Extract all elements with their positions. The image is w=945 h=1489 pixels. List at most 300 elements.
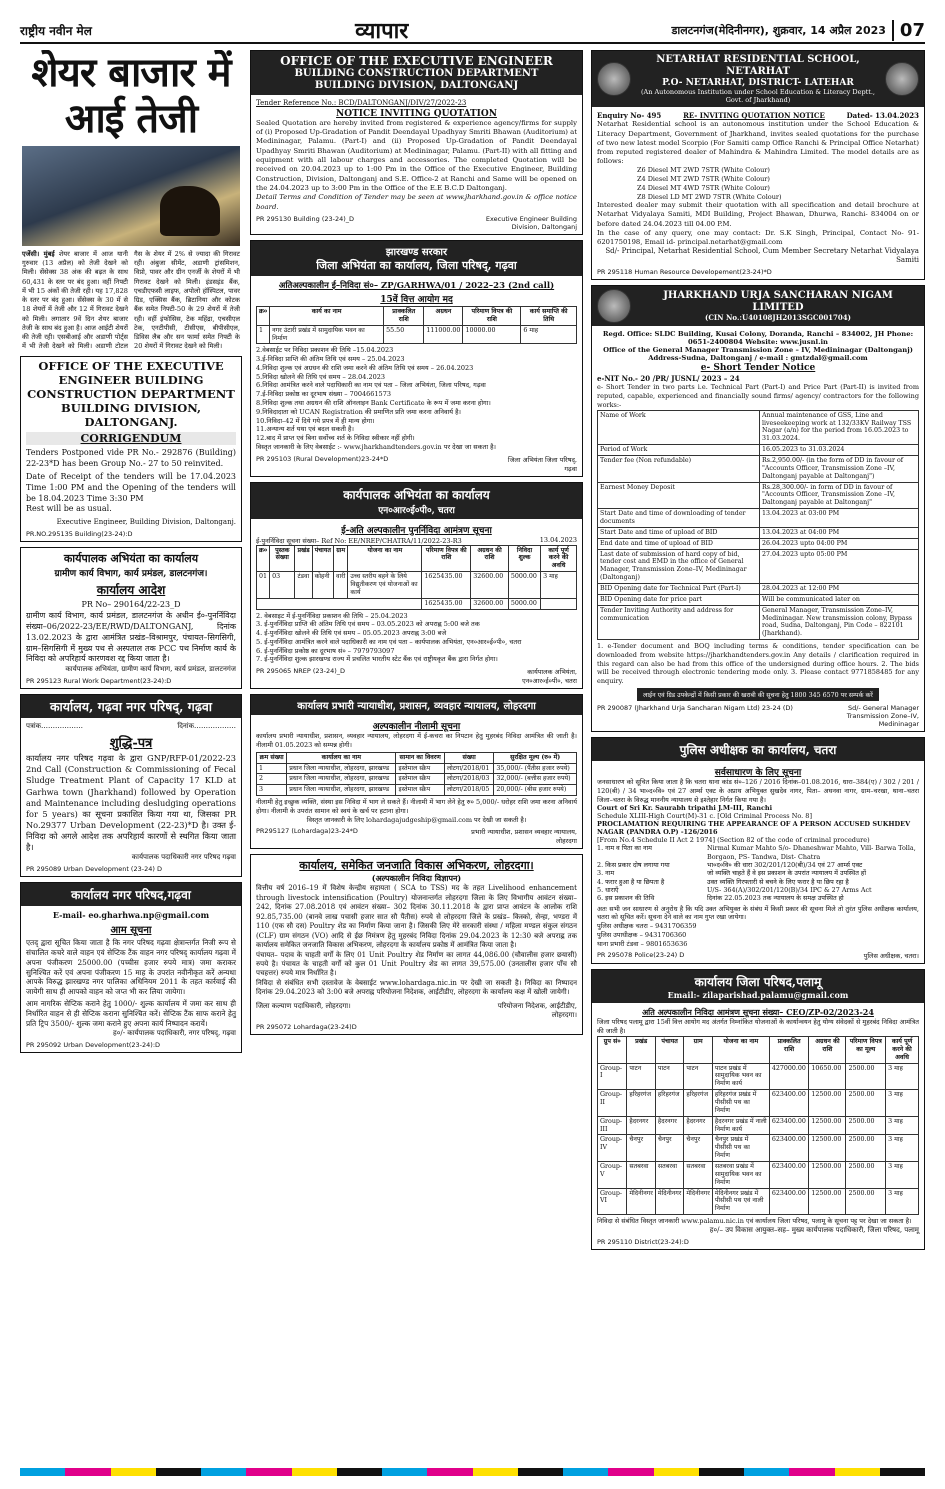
color-bar bbox=[246, 1468, 291, 1476]
table-cell: 2500.00 bbox=[846, 1063, 886, 1090]
item-value: दिनांक 22.05.2023 तक न्यायालय के समक्ष उपस्थित हो bbox=[707, 894, 844, 903]
column-left bbox=[20, 50, 242, 1058]
table-cell: Will be communicated later on bbox=[759, 594, 918, 605]
list-item: 5. ई-पुनर्निविदा आमंत्रित करने वाले पदाधिकारी का नाम एवं पता – कार्यपालक अभियंता, एन०आर०ई०पी०, चतरा bbox=[256, 637, 522, 646]
table-cell: 28.04.2023 at 12:00 PM bbox=[759, 583, 918, 594]
table-row bbox=[598, 1116, 919, 1135]
color-bar bbox=[111, 1468, 156, 1476]
nrep-notice bbox=[250, 482, 583, 690]
corrigendum-dates: Date of Receipt of the tenders will be 17.04.2023 Time 1:00 PM and the Opening of the tenders will be 18.04.2023 Time 3:30 PM bbox=[26, 471, 236, 503]
table-cell: 2500.00 bbox=[846, 1135, 886, 1162]
table-cell: 5000.00 bbox=[508, 598, 540, 609]
table-cell: Group-V bbox=[598, 1161, 627, 1188]
rural-work-notice bbox=[20, 547, 242, 689]
table-cell: 1 bbox=[257, 325, 270, 344]
garhwa2-office: कार्यालय नगर परिषद,गढ़वा bbox=[21, 883, 241, 906]
jusnl-title: JHARKHAND URJA SANCHARAN NIGAM LIMITED bbox=[663, 290, 893, 314]
bcd-quotation-notice bbox=[250, 50, 583, 235]
pr-number: PR 295092 Urban Development(23-24):D bbox=[26, 1040, 161, 1049]
table-row bbox=[598, 527, 919, 538]
table-cell: इस्तेमाल स्क्रैप bbox=[396, 785, 444, 796]
pr-number: PR 295078 Police(23-24) D bbox=[597, 951, 685, 960]
page-number: 07 bbox=[892, 20, 925, 41]
table-cell: Group-IV bbox=[598, 1135, 627, 1162]
pr-number: PR 295130 Building (23-24)_D bbox=[256, 214, 355, 223]
table-cell: 5000.00 bbox=[508, 572, 540, 599]
item-label: 1. नाम व पिता का नाम bbox=[597, 844, 653, 853]
table-cell: 1 bbox=[257, 763, 287, 774]
table-header: कार्य पूर्ण करने की अवधि bbox=[886, 1036, 919, 1063]
nrep-header bbox=[251, 483, 582, 519]
table-cell: हैदरनगर bbox=[627, 1116, 655, 1135]
table-cell: नगर उंटारी प्रखंड में सामुदायिक भवन का निर्माण bbox=[270, 325, 384, 344]
rural-body: ग्रामीण कार्य विभाग, कार्य प्रमंडल, डालटनगंज के अधीन ई०-पुनर्निविदा संख्या–06/2022-23/EE/RWD/DALTONGANJ, दिनांक 13.02.2023 के द्वारा आमंत्रित प्रखंड–विश्रामपुर, पंचायत–सिगसिगी, ग्राम–सिगसिगी में मुख्य पथ से अस्पताल तक PCC पथ निर्माण कार्य के निविदा को अपरिहार्य कारणवश रद्द किया जाता है। bbox=[26, 611, 236, 664]
table-cell: 32,000/- (बत्तीस हजार रुपये) bbox=[494, 774, 577, 785]
table-cell: Annual maintenance of GSS, Line and liveseekeeping work at 132/33KV Railway TSS Nagar (a/n) for the period from 16.05.2023 to 31.03.2024. bbox=[759, 410, 918, 444]
garhwa-public-notice bbox=[20, 882, 242, 1053]
table-cell: हैदरनगर प्रखंड में नाली निर्माण कार्य bbox=[712, 1116, 769, 1135]
table-row bbox=[598, 455, 919, 482]
zila-footer bbox=[256, 455, 577, 473]
table-header: योजना का नाम bbox=[712, 1036, 769, 1063]
table-cell: पाटन bbox=[627, 1063, 655, 1090]
court-office: कार्यालय प्रभारी न्यायाधीश, प्रशासन, व्यवहार न्यायालय, लोहरदगा bbox=[251, 695, 582, 715]
police-contacts bbox=[597, 922, 919, 948]
table-cell: लोटगा/2018/05 bbox=[444, 785, 494, 796]
nrep-office: कार्यपालक अभियंता का कार्यालय bbox=[343, 487, 490, 502]
corrigendum-rest: Rest will be as usual. bbox=[26, 504, 112, 514]
table-cell: हरिहरगंज bbox=[627, 1090, 655, 1117]
table-header: कार्य पूर्ण करने की अवधि bbox=[541, 545, 577, 572]
netarhat-school-notice bbox=[591, 50, 925, 280]
table-cell: Earnest Money Deposit bbox=[598, 482, 760, 509]
table-row bbox=[598, 1135, 919, 1162]
nrep-sign: कार्यपालक अभियंता, एन०आर०ई०पी०, चतरा bbox=[522, 668, 577, 686]
jusnl-address: Address-Sudna, Daltonganj / e-mail : gmtzdal@gmail.com bbox=[648, 354, 868, 363]
color-bar bbox=[65, 1468, 110, 1476]
school-body: Netarhat Residential school is an autonomous institution under the School Education & Literacy Department, Government of Jharkhand, invites sealed quotations for the purchase of two new latest model Scorpio (For Samiti camp Office Ranchi & Principal Office Netarhat) from reputed registered dealer of Mahindra & Mahindra Limited. The model details are as follows: bbox=[597, 120, 919, 166]
table-row bbox=[598, 1161, 919, 1188]
color-bar bbox=[20, 1468, 65, 1476]
table-cell: सतबरवा bbox=[655, 1161, 683, 1188]
corrigendum-office: OFFICE OF THE EXECUTIVE ENGINEER BUILDING CONSTRUCTION DEPARTMENT BUILDING DIVISION, DALTONGANJ. bbox=[27, 359, 235, 429]
table-header: पंचायत bbox=[312, 545, 333, 572]
jusnl-notice-title: e- Short Tender Notice bbox=[700, 363, 816, 374]
list-item: 2. वेबसाइट में ई-पुनर्निविदा प्रकाशन की तिथि – 25.04.2023 bbox=[256, 611, 408, 620]
model-item: Z6 Diesel MT 2WD 7STR (White Colour) bbox=[637, 166, 770, 175]
table-cell: 32600.00 bbox=[471, 598, 509, 609]
table-cell: 12500.00 bbox=[809, 1135, 846, 1162]
palamu-footer bbox=[597, 1238, 919, 1246]
table-cell bbox=[541, 598, 577, 609]
table-cell: Group-I bbox=[598, 1063, 627, 1090]
table-row bbox=[598, 549, 919, 583]
pr-number: PR 290087 (Jharkhand Urja Sancharan Nigam Ltd) 23-24 (D) bbox=[597, 703, 793, 712]
article-headline: शेयर बाजार में आई तेजी bbox=[31, 50, 231, 142]
column-right bbox=[591, 50, 925, 1255]
table-cell: सतबरवा bbox=[627, 1161, 655, 1188]
bcd-office1: OFFICE OF THE EXECUTIVE ENGINEER bbox=[280, 54, 553, 68]
table-cell: Start Date and time of downloading of tender documents bbox=[598, 509, 760, 528]
table-cell: 20,000/- (बीस हजार रुपये) bbox=[494, 785, 577, 796]
color-bar bbox=[608, 1468, 653, 1476]
contact-item: पुलिस अधीक्षक चतरा – 9431706359 bbox=[597, 922, 697, 931]
table-cell: पाटन bbox=[684, 1063, 712, 1090]
table-cell: 623400.00 bbox=[769, 1135, 808, 1162]
table-cell: उच्च स्तरीय बहने के लिये विद्युतीकरण एवं योजनाओं का कार्य bbox=[348, 572, 422, 599]
nrep-table bbox=[256, 545, 577, 610]
school-sign: Sd/- Principal, Netarhat Residential School, Cum Member Secretary Netarhat Vidyalaya Samiti bbox=[605, 247, 919, 265]
table-cell: Rs.28,300.00/- in form of DD in favour of "Accounts Officer, Transmission Zone –IV, Daltonganj payable at Daltonganj" bbox=[759, 482, 918, 509]
article-body bbox=[22, 250, 240, 351]
nrep-date: 13.04.2023 bbox=[539, 535, 577, 544]
table-cell: 12500.00 bbox=[809, 1161, 846, 1188]
table-row bbox=[598, 410, 919, 444]
table-cell: 01 bbox=[257, 572, 270, 599]
table-cell: 2500.00 bbox=[846, 1116, 886, 1135]
list-item bbox=[597, 894, 919, 902]
bcd-sign: Executive Engineer Building Division, Daltonganj bbox=[485, 214, 577, 231]
item-label: 6. इस प्रकाशन की तिथि bbox=[597, 894, 655, 903]
table-cell: General Manager, Transmission Zone–IV, Medininagar. New transmission colony, Bypass road, Sudna, Daltonganj, Pin Code – 822101 (Jharkhand). bbox=[759, 605, 918, 639]
table-cell: Group-III bbox=[598, 1116, 627, 1135]
bcd-title: NOTICE INVITING QUOTATION bbox=[336, 108, 497, 119]
pr-number: PR 295118 Human Resource Developement(23-24)*D bbox=[597, 268, 772, 277]
table-cell: सतबरवा प्रखंड में सामुदायिक भवन का निर्माण bbox=[712, 1161, 769, 1188]
school-body2: Interested dealer may submit their quotation with all specification and detail brochure at Netarhat Vidyalaya Samiti, MDI Building, Project Bhawan, Dhurwa, Ranchi- 834004 on or before dated 24.04.2023 till 04.00 P.M. bbox=[597, 201, 919, 228]
rural-pr-line: PR No– 290164/22-23_D bbox=[81, 600, 181, 610]
table-header: निविदा शुल्क bbox=[508, 545, 540, 572]
bcd-detail: Detail Terms and Condition of Tender may be seen at www.jharkhand.gov.in & office notice board. bbox=[256, 193, 577, 211]
table-cell: 427000.00 bbox=[769, 1063, 808, 1090]
school-title3: (An Autonomous Institution under School Education & Literacy Deptt., Govt. of Jharkhand) bbox=[641, 87, 875, 104]
table-row bbox=[257, 774, 577, 785]
item-value: उक्त व्यक्ति गिरफ्तारी से बचने के लिए फरार है या छिप रहा है bbox=[707, 877, 849, 886]
table-cell: लोटगा/2018/01 bbox=[444, 763, 494, 774]
table-cell: इस्तेमाल स्क्रैप bbox=[396, 774, 444, 785]
itda-body2: पंचायत– पदाव के चाहती वर्गों के लिए 01 Unit Poultry शेड निर्माण का लागत 44,086.00 (चौवालीस हजार छयासी) रुपये है। पंचायत के चाहती वर्गों को कुल 01 Unit Poultry शेड का लागत 39,575.00 (उनतालीस हजार पाँच सौ पचहत्तर) रुपये मात्र निर्धारित है। bbox=[256, 950, 577, 978]
police-proclamation: PROCLAMATION REQUIRING THE APPEARANCE OF A PERSON ACCUSED SUKHDEV NAGAR (PANDRA O.P) -126/2016 bbox=[597, 820, 911, 837]
color-bar bbox=[563, 1468, 608, 1476]
palamu-table bbox=[597, 1036, 919, 1215]
jusnl-notice bbox=[591, 285, 925, 732]
table-header: परिमाण विपत्र की राशि bbox=[422, 545, 471, 572]
rural-title: कार्यालय आदेश bbox=[96, 583, 166, 598]
table-header: योजना का नाम bbox=[348, 545, 422, 572]
list-item: 12.बाद में प्राप्त एवं बिना सर्वोच्च शर्त के निविदा स्वीकार नहीं होगी। bbox=[256, 434, 415, 443]
article-text: शेयर बाजार में आज यानी गुरुवार (13 अप्रैल) को तेजी देखने को मिली। सेंसेक्स 38 अंक की बढ़त के साथ 60,431 के स्तर पर बंद हुआ। वहीं निफ्टी में भी 15 अंकों की तेजी रही। यह 17,828 के स्तर पर बंद हुआ। सेंसेक्स के 30 में से 18 शेयरों में तेजी और 12 में गिरावट देखने को मिली। लगातार 9वें दिन शेयर बाजार तेजी के साथ बंद हुआ है। आज आईटी शेयरों की तेजी रही। एसबीआई और अडाणी पोर्ट्स में भी तेजी देखने को मिली। अडाणी टोटल गैस के शेयर में 2% से ज्यादा की गिरावट रही। अंबुजा सीमेंट, अडाणी ट्रांसमिशन, विप्रो, पावर और ग्रीन एनर्जी के शेयरों में भी गिरावट देखने को मिली। इंडसइंड बैंक, एचडीएफसी लाइफ, अपोलो हॉस्पिटल, पावर ग्रिड, एक्सिस बैंक, ब्रिटानिया और कोटक बैंक समेत निफ्टी-50 के 29 शेयरों में तेजी रही। वहीं इंफोसिस, टेक महिंद्रा, एचसीएल टेक, एनटीपीसी, टीसीएस, बीपीसीएल, डिविस लैब और सन फार्मा समेत निफ्टी के 20 शेयरों में गिरावट देखने को मिली। bbox=[22, 250, 240, 351]
table-cell: Rs.2,950.00/- (in the form of DD in favour of "Accounts Officer, Transmission Zone –IV, Daltonganj payable at Daltonganj") bbox=[759, 455, 918, 482]
table-cell: 623400.00 bbox=[769, 1090, 808, 1117]
table-cell: 111000.00 bbox=[424, 325, 463, 344]
article-dateline: एजेंसी। मुंबई bbox=[22, 250, 55, 258]
police-notice bbox=[591, 737, 925, 964]
garhwa2-body2: आम नागरिक सेप्टिक कराने हेतु 1000/- शुल्क कार्यालय में जमा कर साथ ही निर्धारित वाहन से ही सेप्टिक कराना सुनिश्चित करें। सेप्टिक टैंक साफ कराने हेतु प्रति ट्रिप 3500/- शुल्क जमा कराने हुए अपना कार्य निष्पादन करायें। bbox=[26, 999, 236, 1028]
table-header: पुस्तक संख्या bbox=[270, 545, 295, 572]
jusnl-warning: लाईन एवं ग्रिड उपकेन्द्रों में किसी प्रकार की खराबी की सूचना हेतु 1800 345 6570 पर सम्पर्क करें bbox=[637, 688, 879, 701]
list-item: 7.ई-निविदा प्रकोष्ठ का दूरभाष संख्या – 7004661573 bbox=[256, 390, 391, 399]
list-item: 6.निविदा आमंत्रित करने वाले पदाधिकारी का नाम एवं पता – जिला अभियंता, जिला परिषद, गढ़वा bbox=[256, 381, 486, 390]
list-item: 3.ई-निविदा प्राप्ति की अंतिम तिथि एवं समय – 25.04.2023 bbox=[256, 355, 405, 364]
item-value: जो व्यक्ति चाहते हैं वे इस प्रकाशन के उपरांत न्यायालय में उपस्थित हों bbox=[707, 869, 866, 878]
table-cell: मेदिनीनगर bbox=[684, 1188, 712, 1215]
palamu-office: कार्यालय जिला परिषद,पलामू bbox=[694, 975, 822, 990]
table-header: कार्य समाप्ति की तिथि bbox=[521, 306, 577, 325]
table-cell: हरिहरगंज bbox=[655, 1090, 683, 1117]
item-value: भा०द०वि० की धारा 302/201/120(बी)/34 एवं 27 आर्म्स एक्ट bbox=[707, 860, 863, 869]
table-header: अग्रधन की राशि bbox=[471, 545, 509, 572]
table-cell: 3 माह bbox=[886, 1063, 919, 1090]
table-cell: चैनपुर bbox=[655, 1135, 683, 1162]
item-value: U/S- 364(A)/302/201/120(B)/34 IPC & 27 Arms Act bbox=[707, 885, 872, 894]
jusnl-sign: Sd/- General Manager Transmission Zone–IV, Medininagar bbox=[846, 703, 919, 728]
table-cell: लोटगा/2018/03 bbox=[444, 774, 494, 785]
palamu-intro: जिला परिषद पलामू द्वारा 15वीं वित्त आयोग मद अंतर्गत निम्नांकित योजनाओं के कार्यान्वयन हेतु योग्य संवेदकों से मुहरबंद निविदा आमंत्रित की जाती है। bbox=[597, 1018, 919, 1036]
issue-date: डालटनगंज(मेदिनीनगर), शुक्रवार, 14 अप्रैल 2023 bbox=[671, 23, 886, 37]
table-cell bbox=[257, 598, 422, 609]
item-label: 2. किस प्रकार दोष लगाया गया bbox=[597, 860, 670, 869]
table-cell: प्रधान जिला न्यायाधीश, लोहरदगा, झारखण्ड bbox=[287, 774, 396, 785]
table-row bbox=[598, 509, 919, 528]
table-cell: 13.04.2023 at 03:00 PM bbox=[759, 509, 918, 528]
jusnl-nit: e-NIT No.- 20 /PR/ JUSNL/ 2023 – 24 bbox=[597, 374, 740, 384]
garhwa2-body: एतद् द्वारा सूचित किया जाता है कि नगर परिषद गढ़वा क्षेत्रान्तर्गत निजी रूप से संचालित कचरे वाले वाहन एवं सेप्टिक टैंक वाहन नगर परिषद् कार्यालय गढ़वा में अपना पंजीकरण 25000.00 (पच्चीस हजार रुपये मात्र) जमा कराकर सुनिश्चित करें एवं अपना पंजीकरण 15 माह के उपरांत नवीनीकृत करें अन्यथा आपके विरुद्ध झारखण्ड नगर पालिका अधिनियम 2011 के तहत कार्रवाई की जायेगी साथ ही आपको वाहन को जप्त भी कर लिया जायेगा। bbox=[26, 938, 236, 997]
contact-item: थाना प्रभारी टंडवा – 9801653636 bbox=[597, 939, 688, 948]
court-sign: प्रभारी न्यायाधीश, प्रशासन व्यवहार न्यायालय, लोहरदगा bbox=[471, 828, 577, 846]
table-cell: चैनपुर प्रखंड में पीसीसी पथ का निर्माण bbox=[712, 1135, 769, 1162]
police-office: पुलिस अधीक्षक का कार्यालय, चतरा bbox=[592, 738, 924, 761]
rural-sign: कार्यपालक अभियंता, ग्रामीण कार्य विभाग, कार्य प्रमंडल, डालटनगंज bbox=[65, 665, 236, 674]
table-cell: 3 माह bbox=[886, 1135, 919, 1162]
garhwa-office: कार्यालय, गढ़वा नगर परिषद्, गढ़वा bbox=[21, 695, 241, 718]
table-header: प्रखंड bbox=[295, 545, 312, 572]
table-header: प्राक्कलित राशि bbox=[384, 306, 424, 325]
list-item: 3. ई-पुनर्निविदा प्राप्ति की अंतिम तिथि एवं समय – 03.05.2023 को अपराह्न 5:00 बजे तक bbox=[256, 620, 480, 629]
itda-body3: निविदा से संबंधित सभी दस्तावेज के वेबसाईट www.lohardaga.nic.in पर देखी जा सकती है। निविदा का निष्पादन दिनांक 29.04.2023 को 3:00 बजे अपराह्न परियोजना निदेशक, आईटीडीए, लोहरदगा के कार्यालय कक्ष में खोली जायेगी। bbox=[256, 978, 577, 997]
list-item: 11.अन्यान्य शर्त यथा एवं बदल सकती है। bbox=[256, 425, 354, 434]
table-cell: इस्तेमाल स्क्रैप bbox=[396, 763, 444, 774]
zila-lines bbox=[256, 346, 577, 442]
list-item: 4. ई-पुनर्निविदा खोलने की तिथि एवं समय – 05.05.2023 अपराह्न 3:00 बजे bbox=[256, 629, 447, 638]
color-bar bbox=[156, 1468, 201, 1476]
list-item: 5.निविदा खोलने की तिथि एवं समय – 28.04.2023 bbox=[256, 372, 386, 381]
itda-sub: (अल्पकालीन निविदा विज्ञापन) bbox=[371, 873, 462, 884]
color-bar bbox=[473, 1468, 518, 1476]
police-sign: पुलिस अधीक्षक, चतरा। bbox=[863, 952, 919, 961]
bcd-office2: BUILDING CONSTRUCTION DEPARTMENT bbox=[294, 68, 539, 80]
table-cell: 6 माह bbox=[521, 325, 577, 344]
table-cell: पाटन प्रखंड में सामुदायिक भवन का निर्माण कार्य bbox=[712, 1063, 769, 1090]
table-cell: 3 माह bbox=[886, 1188, 919, 1215]
jusnl-office2: Office of the General Manager Transmission Zone – IV, Medininagar (Daltonganj) bbox=[603, 346, 913, 355]
list-item: 9.निविदादाता को UCAN Registration की प्रमाणित प्रति जमा करना अनिवार्य है। bbox=[256, 407, 462, 416]
rural-dept: ग्रामीण कार्य विभाग, कार्य प्रमंडल, डालटनगंज। bbox=[54, 569, 208, 580]
garhwa-dinank: दिनांक……………… bbox=[177, 722, 236, 731]
zila-notice: अतिअल्पकालीन ई–निविदा सं०– ZP/GARHWA/01 / 2022–23 (2nd call) bbox=[278, 280, 555, 291]
list-item: 8.निविदा शुल्क तथा अग्रधन की राशि ऑनलाइन Bank Certificate के रूप में जमा करना होगा। bbox=[256, 398, 491, 407]
color-bar bbox=[427, 1468, 472, 1476]
color-bar bbox=[382, 1468, 427, 1476]
court-email: विस्तृत जानकारी के लिए lohardagajudgeship@gmail.com पर देखी जा सकती है। bbox=[306, 815, 527, 824]
table-cell: 10650.00 bbox=[809, 1063, 846, 1090]
corrigendum-pr bbox=[26, 530, 236, 538]
palamu-notice-title: अति अल्पकालीन निविदा आमंत्रण सूचना संख्या– CEO/ZP-02/2023-24 bbox=[642, 1007, 874, 1018]
school-body3: In the case of any query, one may contact: Dr. S.K Singh, Principal, Contact No- 91-6201750198, Email id- principal.netarhat@gmail.com bbox=[597, 228, 919, 246]
court-footer bbox=[256, 827, 577, 845]
table-cell: चैनपुर bbox=[684, 1135, 712, 1162]
table-header: कार्यालय का नाम bbox=[287, 752, 396, 763]
zila-header bbox=[251, 241, 582, 276]
model-item: Z4 Diesel MT 4WD 7STR (White Colour) bbox=[637, 183, 770, 192]
table-row bbox=[598, 594, 919, 605]
contact-item: पुलिस उपाधीक्षक – 9431706360 bbox=[597, 930, 687, 939]
table-header: ग्राम bbox=[334, 545, 348, 572]
jusnl-logo-icon bbox=[597, 289, 631, 323]
zila-sub: 15वें वित्त आयोग मद bbox=[380, 294, 453, 305]
table-cell: मेदिनीनगर bbox=[655, 1188, 683, 1215]
table-cell: Start Date and time of upload of BID bbox=[598, 527, 760, 538]
zila-web: विस्तृत जानकारी के लिए वेबसाईट :- www.jharkhandtenders.gov.in पर देखा जा सकता है। bbox=[256, 442, 497, 451]
pr-number: PR 295065 NREP (23-24)_D bbox=[256, 667, 346, 676]
table-cell: 623400.00 bbox=[769, 1116, 808, 1135]
jusnl-footer bbox=[597, 704, 919, 728]
table-cell: Tender Inviting Authority and address for communication bbox=[598, 605, 760, 639]
table-header: परिमाण विपत्र का मूल्य bbox=[846, 1036, 886, 1063]
palamu-sign: ह०/– उप विकास आयुक्त–सह– मुख्य कार्यपालक पदाधिकारी, जिला परिषद, पलामू bbox=[709, 1225, 919, 1234]
garhwa-corrigendum bbox=[20, 694, 242, 877]
nrep-sub: एन०आर०ई०पी०, चतरा bbox=[378, 505, 455, 516]
print-registration-bars bbox=[20, 1468, 925, 1476]
table-cell: 13.04.2023 at 04:00 PM bbox=[759, 527, 918, 538]
itda-footer bbox=[256, 1023, 577, 1031]
police-court: Court of Sri Kr. Saurabh tripathi J.M-III, Ranchi bbox=[597, 804, 773, 813]
list-item bbox=[597, 844, 919, 861]
item-label: 3. नाम bbox=[597, 869, 615, 878]
table-header: क्रम संख्या bbox=[257, 752, 287, 763]
table-row bbox=[598, 1090, 919, 1117]
bcd-ref: Tender Reference No.: BCD/DALTONGANJ/DIV/27/2022-23 bbox=[256, 99, 467, 108]
palamu-notice bbox=[591, 969, 925, 1250]
table-header: पंचायत bbox=[655, 1036, 683, 1063]
pr-number: PR 295072 Lohardaga(23-24)D bbox=[256, 1022, 357, 1031]
table-header: अग्रधन bbox=[424, 306, 463, 325]
table-cell: 12500.00 bbox=[809, 1188, 846, 1215]
palamu-footer-text: निविदा से संबंधित विस्तृत जानकारी www.palamu.nic.in एवं कार्यालय जिला परिषद, पलामू के सूचना पट्ट पर देखा जा सकता है। bbox=[597, 1217, 912, 1226]
zila-office: जिला अभियंता का कार्यालय, जिला परिषद्, गढ़वा bbox=[316, 258, 517, 272]
list-item: 6. ई-पुनर्निविदा प्रकोष्ठ का दूरभाष सं० – 7979793097 bbox=[256, 646, 395, 655]
pr-number: PR 295103 (Rural Development)23-24*D bbox=[256, 454, 389, 463]
table-cell: 12500.00 bbox=[809, 1090, 846, 1117]
color-bar bbox=[518, 1468, 563, 1476]
paper-name: राष्ट्रीय नवीन मेल bbox=[20, 23, 92, 38]
table-cell: 32600.00 bbox=[471, 572, 509, 599]
table-cell: हैदरनगर bbox=[684, 1116, 712, 1135]
table-cell: BID Opening date for Technical Part (Part-I) bbox=[598, 583, 760, 594]
list-item: 7. ई-पुनर्निविदा शुल्क झारखण्ड राज्य में प्रचलित भारतीय स्टेट बैंक एवं राष्ट्रीयकृत बैंक द्वारा निर्गत होगा। bbox=[256, 655, 498, 664]
color-bar bbox=[789, 1468, 834, 1476]
table-cell: टंडवा bbox=[295, 572, 312, 599]
police-schedule: Schedule XLIII-High Court(M)-31 c. [Old Criminal Process No. 8] bbox=[597, 812, 812, 821]
table-cell: 12500.00 bbox=[809, 1116, 846, 1135]
itda-sign1: जिला कल्याण पदाधिकारी, लोहरदगा। bbox=[256, 1001, 351, 1010]
section-title: व्यापार bbox=[355, 19, 409, 44]
table-cell: 3 माह bbox=[886, 1090, 919, 1117]
rural-pr bbox=[26, 677, 236, 685]
masthead bbox=[20, 18, 925, 44]
table-row bbox=[598, 583, 919, 594]
table-cell: सतबरवा bbox=[684, 1161, 712, 1188]
court-auction-notice bbox=[250, 694, 583, 849]
table-header: सुरक्षित मूल्य (रु० में) bbox=[494, 752, 577, 763]
itda-office: कार्यालय, समेकित जनजाति विकास अभिकरण, लोहरदगा। bbox=[299, 859, 534, 873]
zila-engineer-notice bbox=[250, 240, 583, 477]
table-cell: 1625435.00 bbox=[422, 572, 471, 599]
table-cell: पाटन bbox=[655, 1063, 683, 1090]
zila-table bbox=[256, 306, 577, 344]
table-cell: हरिहरगंज bbox=[684, 1090, 712, 1117]
jusnl-cin: (CIN No.:U40108JH2013SGC001704) bbox=[705, 313, 851, 323]
school-models bbox=[597, 166, 919, 201]
color-bar bbox=[292, 1468, 337, 1476]
itda-body: वित्तीय वर्ष 2016–19 में विशेष केन्द्रीय सहायता ( SCA to TSS) मद के तहत Livelihood enhancement through livestock intensification (Poultry) योजनान्तर्गत लोहरदगा जिला के लिए विभागीय आवंटन संख्या– 242, दिनांक 27.08.2018 एवं आवंटन संख्या– 302 दिनांक 30.11.2018 के द्वारा प्राप्त आवंटन के आलोक राशि 92.85,735.00 (बानवे लाख पचासी हजार सात सौ पैंतीस) रुपये से लोहरदगा जिले के प्रखंड– किस्को, सेन्हा, भण्डरा में 110 (एक सौ दस) Poultry शेड का निर्माण किया जाना है। जिसकी लिए मेरे सरकारी संस्था / महिला मण्डल संकुल संगठन (CLF) ग्राम संगठन (VO) आदि से ईछ निमंत्रण हेतु मुहरबंद निविदा दिनांक 29.04.2023 के 12:30 बजे अपराह्न तक कार्यालय समेकित जनजाति विकास अभिकरण, लोहरदगा के कार्यालय प्रकोष्ठ में आमंत्रित किया जाता है। bbox=[256, 884, 577, 950]
table-cell: 10000.00 bbox=[463, 325, 521, 344]
garhwa-patrank: पत्रांक……………… bbox=[26, 722, 84, 731]
table-cell: 2500.00 bbox=[846, 1188, 886, 1215]
garhwa-title: शुद्धि-पत्र bbox=[109, 736, 153, 752]
item-label: 5. धाराएँ bbox=[597, 885, 619, 894]
share-market-article bbox=[20, 50, 242, 351]
table-row bbox=[257, 785, 577, 796]
corrigendum-title: CORRIGENDUM bbox=[26, 432, 236, 445]
nrep-footer bbox=[256, 667, 577, 685]
table-row bbox=[257, 763, 577, 774]
list-item bbox=[597, 861, 919, 869]
bcd-header bbox=[251, 51, 582, 95]
school-logo-icon bbox=[597, 62, 631, 96]
bcd-body: Sealed Quotation are hereby invited from registered & experience agency/firms for supply of (i) Proposed Up-Gradation of Pandit Deendayal Upadhyay Smriti Bhawan (Auditorium) at Medininagar, Palamu. (Part-I) and (ii) Proposed Up-Gradation of Pandit Deendayal Upadhyay Smriti Bhawan (Auditorium) at Medininagar, Palamu. (Part-II) with all fitting and equipment with all labour charges and accessories. The completed Quotation will be received on 20.04.2023 up to 1:00 Pm in the Office of the Executive Engineer, Building Construction, Division, Daltonganj and S.E. Office-2 at Ranchi and Same will be opened on the 24.04.2023 up to 3:00 Pm in the Office of the E.E B.C.D Daltonganj. bbox=[256, 118, 577, 193]
school-footer bbox=[597, 268, 919, 276]
stock-bull-photo bbox=[22, 146, 240, 246]
garhwa2-title: आम सूचना bbox=[110, 925, 152, 936]
corrigendum-body: Tenders Postponed vide PR No.- 292876 (Building) 22-23*D has been Group No.- 27 to 50 reinvited. bbox=[26, 448, 236, 469]
table-row bbox=[598, 445, 919, 456]
table-row bbox=[598, 605, 919, 639]
table-cell: Last date of submission of hard copy of bid, tender cost and EMD in the office of General Manager, Transmission Zone–IV, Medininagar (Daltonganj) bbox=[598, 549, 760, 583]
palamu-email: Email:- zilaparishad.palamu@gmail.com bbox=[667, 990, 849, 1001]
corrigendum-notice bbox=[20, 356, 242, 542]
table-cell: 3 माह bbox=[886, 1116, 919, 1135]
table-cell: 2500.00 bbox=[846, 1161, 886, 1188]
jusnl-office: Regd. Office: SLDC Building, Kusai Colony, Doranda, Ranchi – 834002, JH Phone: 0651-2400804 Website: www.jusnl.in bbox=[602, 330, 914, 347]
color-bar bbox=[880, 1468, 925, 1476]
school-emblem-icon bbox=[885, 62, 919, 96]
model-item: Z4 Diesel MT 2WD 7STR (White Colour) bbox=[637, 175, 770, 184]
table-header: ग्राम bbox=[684, 1036, 712, 1063]
table-header: परिमाण विपत्र की राशि bbox=[463, 306, 521, 325]
color-bar bbox=[744, 1468, 789, 1476]
table-cell: 16.05.2023 to 31.03.2024 bbox=[759, 445, 918, 456]
police-body: जनसाधारण को सूचित किया जाता है कि चतरा थाना कांड सं०–126 / 2016 दिनांक–01.08.2016, धारा–384(ए) / 302 / 201 / 120(बी) / 34 भा०द०वि० एवं 27 आर्म्स एक्ट के अप्राथ अभियुक्त सुखदेव नागर, पिता– अघनवा नागर, ग्राम–चरखा, थाना–चतरा जिला–चतरा के विरुद्ध माननीय न्यायालय से इश्तेहार निर्गत किया गया है। bbox=[597, 777, 919, 804]
table-cell: कोहनी bbox=[312, 572, 333, 599]
pr-number: PR 295089 Urban Development (23-24) D bbox=[26, 865, 162, 873]
pr-number: PR.NO.295135 Building(23-24):D bbox=[26, 530, 133, 539]
list-item bbox=[597, 878, 919, 886]
table-cell: 2500.00 bbox=[846, 1090, 886, 1117]
rural-office: कार्यपालक अभियंता का कार्यालय bbox=[63, 552, 199, 566]
table-cell: प्रधान जिला न्यायाधीश, लोहरदगा, झारखण्ड bbox=[287, 763, 396, 774]
table-cell: 3 bbox=[257, 785, 287, 796]
bcd-footer bbox=[256, 215, 577, 231]
